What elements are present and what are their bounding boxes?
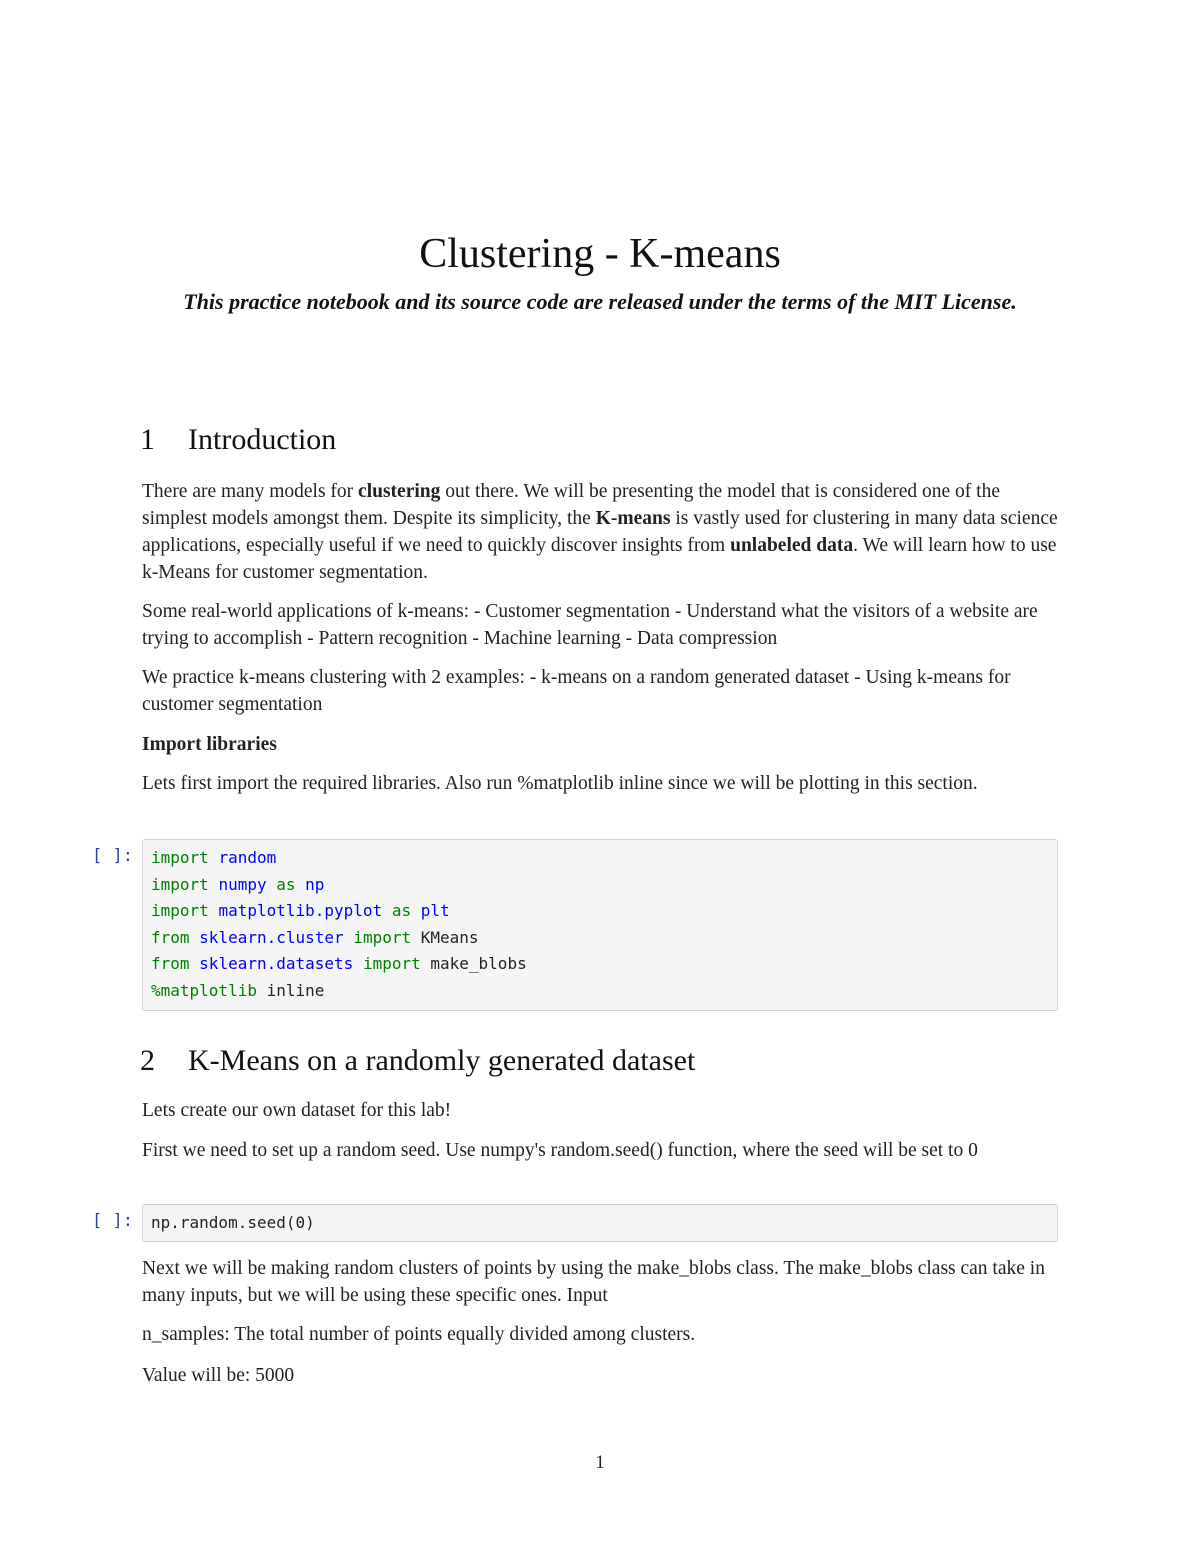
cell-prompt: [ ]: (92, 1211, 133, 1231)
text-run: . We will learn how to use k-Means for customer segmentation. (142, 535, 1057, 583)
code-cell-imports[interactable] (142, 839, 1058, 1011)
code-line (151, 925, 1049, 952)
keyword: as (391, 901, 412, 920)
random-seed-paragraph: First we need to set up a random seed. Use numpy's random.seed() function, where the seed will be set to 0 (142, 1140, 978, 1161)
bold-term-kmeans: K-means (595, 508, 671, 529)
code-line (151, 951, 1049, 978)
code-line: np.random.seed(0) (151, 1213, 315, 1232)
module-name: random (218, 848, 277, 867)
text-run: is vastly used for clustering in many data science applications, especially useful if we need to quickly discover insights from (142, 508, 1058, 556)
keyword: import (151, 874, 209, 894)
value-paragraph: Value will be: 5000 (142, 1365, 295, 1386)
section-heading-introduction (140, 420, 1060, 460)
code-line (151, 845, 1049, 872)
module-name: matplotlib.pyplot (218, 901, 383, 920)
examples-paragraph: We practice k-means clustering with 2 examples: - k-means on a random generated dataset - Using k-means for customer segmentation (142, 667, 1011, 715)
keyword: import (362, 954, 421, 973)
code-cell-seed[interactable] (142, 1204, 1058, 1242)
section-title: K-Means on a randomly generated dataset (188, 1044, 696, 1077)
keyword: import (151, 848, 209, 867)
applications-paragraph: Some real-world applications of k-means: - Customer segmentation - Understand what the visitors of a website are trying to accomplish - Pattern recognition - Machine learning - Data compression (142, 601, 1038, 649)
bold-term-unlabeled-data: unlabeled data (730, 535, 854, 556)
alias-name: plt (420, 901, 450, 920)
module-name: sklearn.datasets (199, 954, 354, 973)
text-run: out there. We will be presenting the model that is considered one of the simplest models amongst them. Despite its simplicity, the (142, 481, 1001, 529)
bold-term-clustering: clustering (358, 481, 441, 502)
license-subtitle: This practice notebook and its source code are released under the terms of the MIT License. (183, 289, 1017, 314)
text-run: There are many models for (142, 481, 359, 502)
keyword: from (151, 954, 190, 973)
section-title: Introduction (188, 423, 337, 456)
dataset-intro-paragraph: Lets create our own dataset for this lab! (142, 1100, 452, 1121)
n-samples-paragraph: n_samples: The total number of points equally divided among clusters. (142, 1324, 696, 1345)
make-blobs-paragraph: Next we will be making random clusters of points by using the make_blobs class. The make_blobs class can take in many inputs, but we will be using these specific ones. Input (142, 1258, 1045, 1306)
intro-paragraph (142, 478, 1060, 586)
magic-command: %matplotlib (151, 980, 257, 1000)
import-instructions-paragraph: Lets first import the required libraries. Also run %matplotlib inline since we will be plotting in this section. (142, 773, 978, 794)
section-number: 2 (140, 1044, 155, 1077)
code-line (151, 872, 1049, 899)
code-line (151, 978, 1049, 1005)
keyword: as (276, 874, 296, 894)
keyword: import (353, 927, 412, 947)
imported-name: make_blobs (430, 954, 527, 973)
document-title: Clustering - K-means (419, 231, 781, 277)
module-name: numpy (218, 874, 267, 894)
magic-argument: inline (266, 980, 325, 1000)
keyword: import (151, 901, 209, 920)
code-line (151, 898, 1049, 925)
page-number: 1 (595, 1452, 605, 1473)
imported-name: KMeans (420, 927, 479, 947)
section-heading-kmeans-random (140, 1041, 1060, 1081)
cell-prompt: [ ]: (92, 846, 133, 866)
module-name: sklearn.cluster (199, 927, 344, 947)
section-number: 1 (140, 423, 155, 456)
keyword: from (151, 927, 190, 947)
alias-name: np (305, 874, 325, 894)
import-libraries-heading: Import libraries (142, 734, 277, 755)
